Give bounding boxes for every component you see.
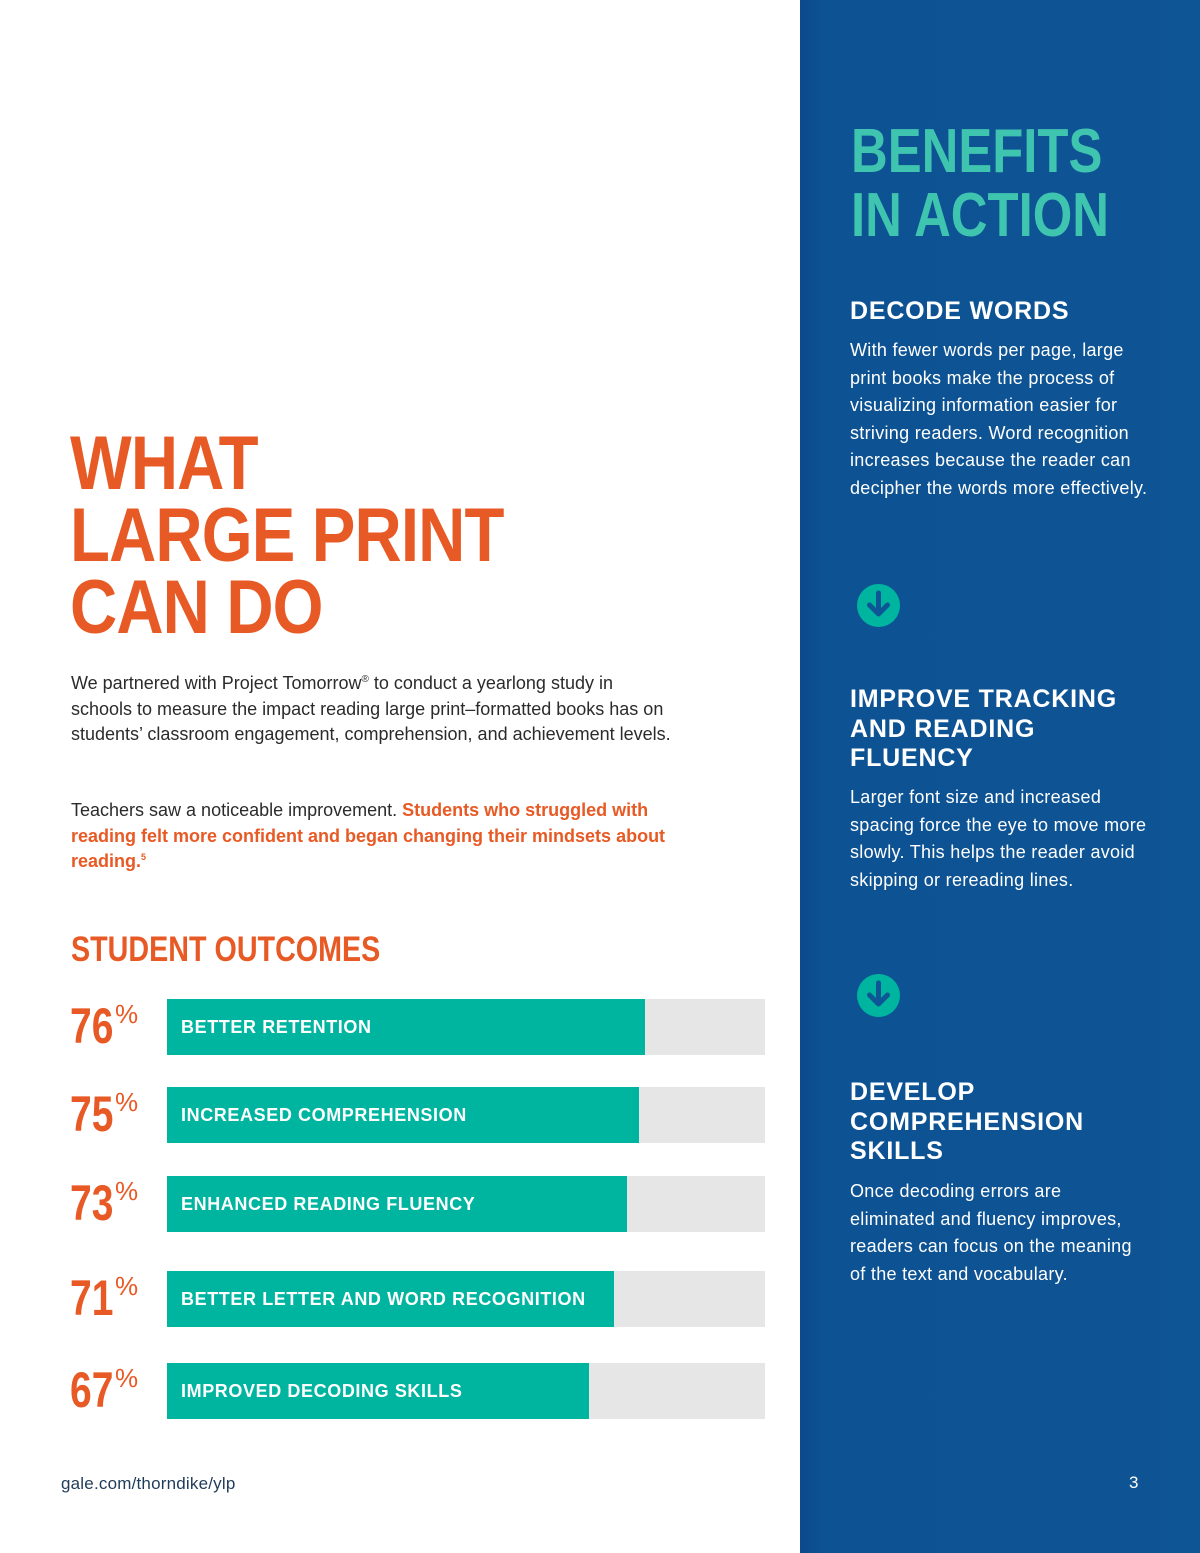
outcome-label: BETTER RETENTION [181, 1017, 372, 1037]
outcome-value: 73 [70, 1175, 114, 1231]
outcome-row [70, 1271, 766, 1327]
sidebar-title-line: BENEFITS [851, 117, 1103, 186]
findings-highlight: Students who struggled with reading felt more confident and began changing their mindsets about reading. [71, 800, 666, 871]
outcome-label: BETTER LETTER AND WORD RECOGNITION [181, 1289, 586, 1309]
page-title-line: LARGE PRINT [70, 493, 504, 578]
sidebar-title [851, 117, 1109, 250]
benefit-heading [850, 685, 1117, 774]
benefit-body: With fewer words per page, large print books make the process of visualizing information easier for striving readers. Word recognition increases because the reader can decipher the words more effectively. [850, 340, 1148, 498]
arrow-down-circle-icon [856, 973, 901, 1018]
intro-paragraph [71, 671, 671, 748]
benefit-heading-line: IMPROVE TRACKING [850, 685, 1117, 713]
outcome-row [70, 1176, 766, 1232]
benefit-heading-line: SKILLS [850, 1137, 944, 1165]
bar-track [167, 1271, 765, 1327]
outcome-row [70, 999, 766, 1055]
outcome-percent [70, 1361, 162, 1421]
benefit-heading-line: DECODE WORDS [850, 297, 1070, 325]
outcome-label: IMPROVED DECODING SKILLS [181, 1381, 463, 1401]
intro-text-after: to conduct a yearlong study in schools to measure the impact reading large print–formatted books has on students’ classroom engagement, comprehension, and achievement levels. [71, 673, 671, 744]
outcomes-title: STUDENT OUTCOMES [71, 930, 381, 969]
outcome-row [70, 1087, 766, 1143]
benefit-heading-line: FLUENCY [850, 744, 974, 772]
percent-sign: % [115, 1176, 139, 1206]
benefit-body: Larger font size and increased spacing force the eye to move more slowly. This helps the reader avoid skipping or rereading lines. [850, 787, 1147, 890]
footer-url[interactable]: gale.com/thorndike/ylp [61, 1474, 236, 1493]
percent-sign: % [115, 1363, 139, 1393]
outcome-percent [70, 1085, 162, 1145]
benefit-heading-line: AND READING [850, 714, 1036, 743]
outcome-value: 75 [70, 1086, 114, 1142]
bar-track [167, 1176, 765, 1232]
outcome-percent [70, 1174, 162, 1234]
outcome-label: INCREASED COMPREHENSION [181, 1105, 467, 1125]
outcome-percent [70, 1269, 162, 1329]
bar-track [167, 999, 765, 1055]
outcome-percent [70, 997, 162, 1057]
page-number: 3 [1129, 1473, 1139, 1492]
outcome-row [70, 1363, 766, 1419]
findings-text: Teachers saw a noticeable improvement. [71, 800, 403, 820]
benefit-heading-line: DEVELOP [850, 1078, 976, 1106]
findings-paragraph [71, 798, 671, 875]
page-title-line: CAN DO [70, 565, 323, 650]
sidebar-title-line: IN ACTION [851, 181, 1109, 250]
bar-track [167, 1087, 765, 1143]
outcome-value: 76 [70, 998, 114, 1054]
benefit-heading-line: COMPREHENSION [850, 1107, 1085, 1136]
outcome-value: 71 [70, 1270, 114, 1326]
outcome-value: 67 [70, 1362, 114, 1418]
benefits-sidebar [800, 0, 1200, 1553]
bar-track [167, 1363, 765, 1419]
arrow-down-circle-icon [856, 583, 901, 628]
intro-text-before: We partnered with Project Tomorrow [71, 673, 362, 693]
page-title-line: WHAT [70, 421, 258, 506]
benefit-body: Once decoding errors are eliminated and fluency improves, readers can focus on the meaning of the text and vocabulary. [850, 1181, 1132, 1284]
footnote-marker: 5 [141, 852, 147, 862]
percent-sign: % [115, 1271, 139, 1301]
outcome-label: ENHANCED READING FLUENCY [181, 1194, 476, 1214]
percent-sign: % [115, 1087, 139, 1117]
registered-mark: ® [361, 674, 369, 685]
benefit-heading [850, 297, 1069, 327]
percent-sign: % [115, 999, 139, 1029]
benefit-heading [850, 1078, 1084, 1167]
page-title [70, 421, 504, 650]
